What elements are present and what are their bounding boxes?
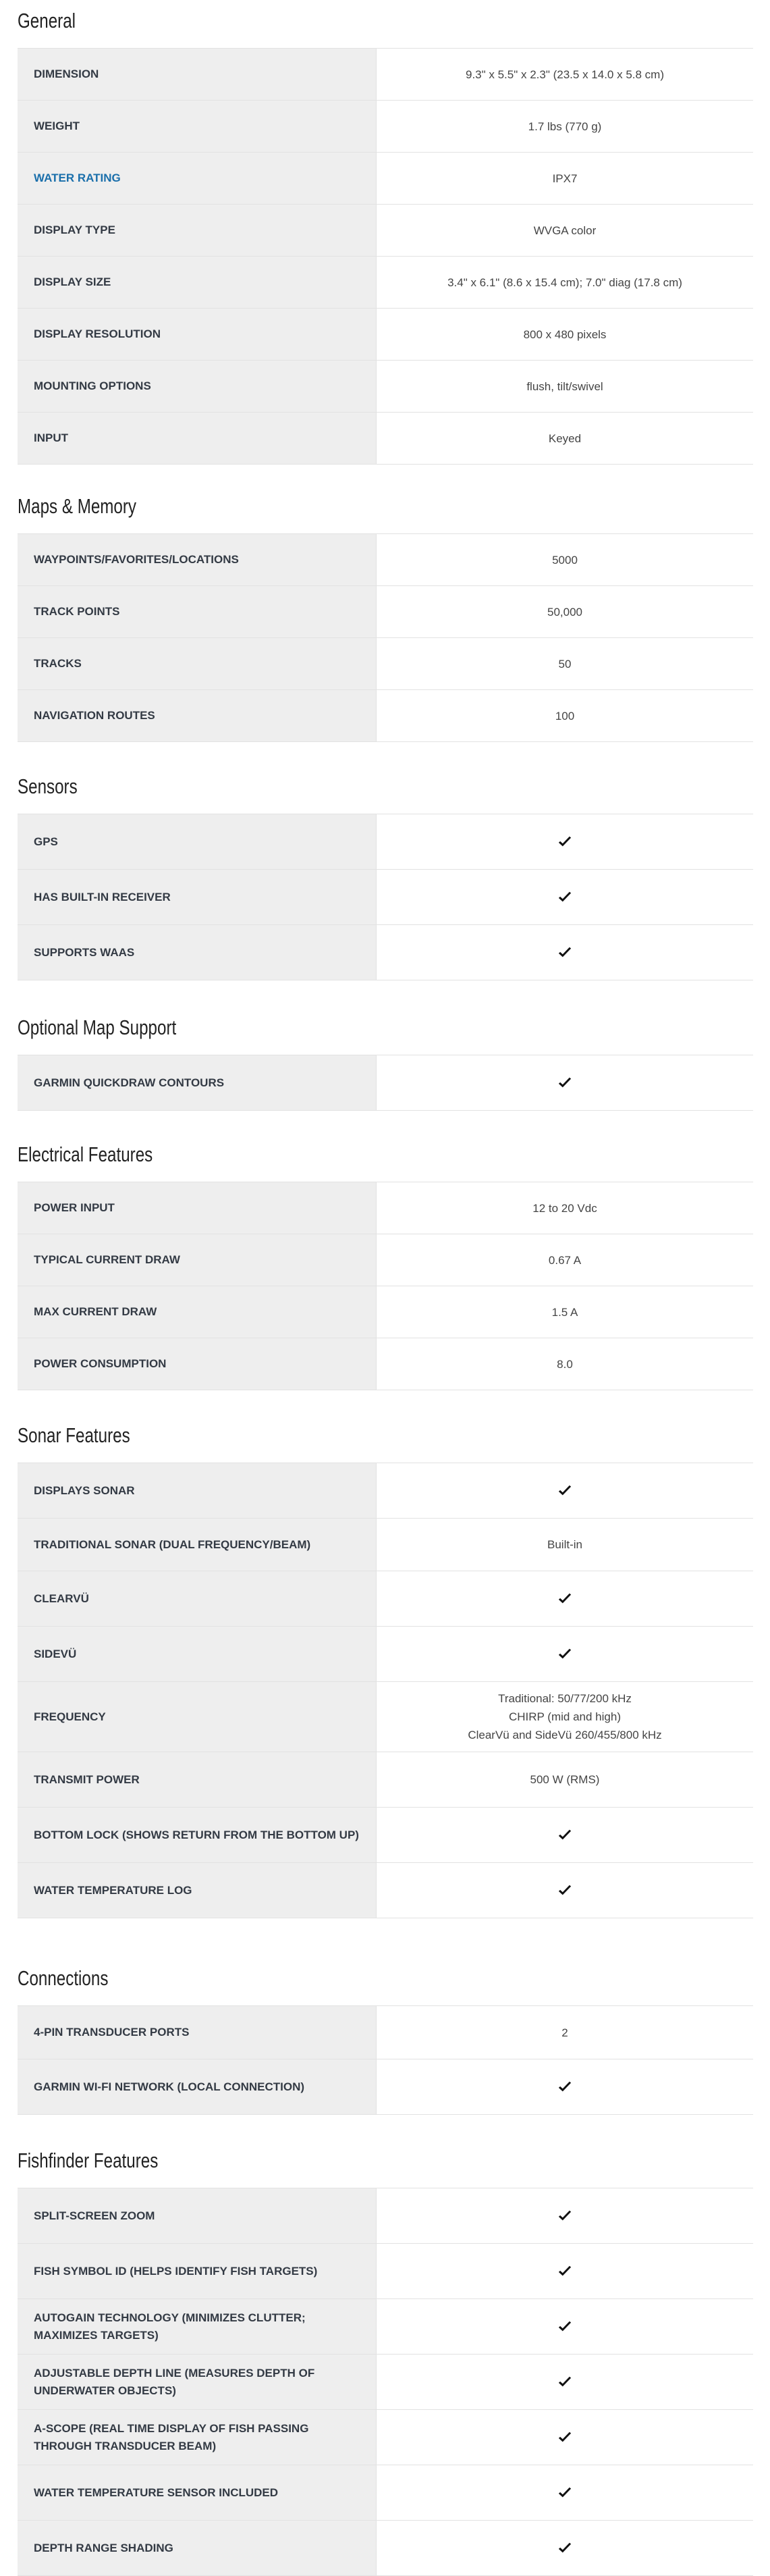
checkmark-icon bbox=[557, 891, 572, 904]
spec-value: IPX7 bbox=[377, 153, 753, 204]
spec-value bbox=[377, 1571, 753, 1626]
spec-label: DEPTH RANGE SHADING bbox=[18, 2521, 377, 2575]
section-title-electrical-features: Electrical Features bbox=[18, 1142, 153, 1166]
spec-table-connections bbox=[18, 2005, 753, 2115]
spec-label: DISPLAY SIZE bbox=[18, 257, 377, 308]
spec-label: ADJUSTABLE DEPTH LINE (MEASURES DEPTH OF UNDERWATER OBJECTS) bbox=[18, 2355, 377, 2409]
spec-row-dimension bbox=[18, 49, 753, 101]
spec-label: GARMIN WI-FI NETWORK (LOCAL CONNECTION) bbox=[18, 2059, 377, 2114]
spec-value bbox=[377, 2465, 753, 2520]
spec-value: 9.3" x 5.5" x 2.3" (23.5 x 14.0 x 5.8 cm) bbox=[377, 49, 753, 100]
spec-value: Keyed bbox=[377, 413, 753, 464]
spec-label: TRANSMIT POWER bbox=[18, 1752, 377, 1807]
spec-value: Built-in bbox=[377, 1519, 753, 1571]
spec-row-display-resolution bbox=[18, 309, 753, 361]
spec-value bbox=[377, 925, 753, 980]
spec-label: GARMIN QUICKDRAW CONTOURS bbox=[18, 1055, 377, 1110]
spec-row-max-current-draw bbox=[18, 1286, 753, 1338]
section-title-sonar-features: Sonar Features bbox=[18, 1423, 130, 1447]
checkmark-icon bbox=[557, 1076, 572, 1090]
section-title-maps-memory: Maps & Memory bbox=[18, 494, 137, 518]
checkmark-icon bbox=[557, 2542, 572, 2555]
spec-table-general bbox=[18, 48, 753, 465]
spec-label: HAS BUILT-IN RECEIVER bbox=[18, 870, 377, 924]
checkmark-icon bbox=[557, 2209, 572, 2223]
spec-label: DIMENSION bbox=[18, 49, 377, 100]
spec-label: GPS bbox=[18, 814, 377, 869]
spec-row-sidevu bbox=[18, 1627, 753, 1682]
spec-row-input bbox=[18, 413, 753, 465]
spec-row-water-rating bbox=[18, 153, 753, 205]
spec-label: TRACK POINTS bbox=[18, 586, 377, 637]
section-title-connections: Connections bbox=[18, 1966, 109, 1990]
spec-value bbox=[377, 1808, 753, 1862]
spec-row-power-consumption bbox=[18, 1338, 753, 1390]
spec-label: WEIGHT bbox=[18, 101, 377, 152]
spec-value: flush, tilt/swivel bbox=[377, 361, 753, 412]
spec-table-maps-memory bbox=[18, 533, 753, 742]
spec-label: SIDEVÜ bbox=[18, 1627, 377, 1681]
spec-row-split-screen-zoom bbox=[18, 2188, 753, 2244]
spec-value: 800 x 480 pixels bbox=[377, 309, 753, 360]
spec-table-electrical-features bbox=[18, 1182, 753, 1390]
spec-table-fishfinder-features bbox=[18, 2188, 753, 2576]
spec-value: 5000 bbox=[377, 534, 753, 585]
spec-value bbox=[377, 1055, 753, 1110]
spec-row-track-points bbox=[18, 586, 753, 638]
spec-row-fish-symbol-id-helps-identify-fish-targets bbox=[18, 2244, 753, 2299]
spec-label: NAVIGATION ROUTES bbox=[18, 690, 377, 741]
spec-value-line: Traditional: 50/77/200 kHz bbox=[498, 1692, 632, 1705]
spec-row-frequency bbox=[18, 1682, 753, 1752]
spec-value: 1.5 A bbox=[377, 1286, 753, 1338]
spec-table-sonar-features bbox=[18, 1463, 753, 1918]
spec-row-waypoints-favorites-locations bbox=[18, 534, 753, 586]
checkmark-icon bbox=[557, 2486, 572, 2500]
spec-value bbox=[377, 2355, 753, 2409]
spec-label: FREQUENCY bbox=[18, 1682, 377, 1752]
spec-label: POWER CONSUMPTION bbox=[18, 1338, 377, 1390]
spec-value bbox=[377, 2188, 753, 2243]
spec-label: BOTTOM LOCK (SHOWS RETURN FROM THE BOTTOM UP) bbox=[18, 1808, 377, 1862]
spec-row-water-temperature-log bbox=[18, 1863, 753, 1918]
spec-row-mounting-options bbox=[18, 361, 753, 413]
spec-row-supports-waas bbox=[18, 925, 753, 980]
spec-value bbox=[377, 2244, 753, 2298]
spec-value-line: ClearVü and SideVü 260/455/800 kHz bbox=[468, 1729, 662, 1741]
spec-row-traditional-sonar-dual-frequency-beam bbox=[18, 1519, 753, 1571]
spec-label: DISPLAY RESOLUTION bbox=[18, 309, 377, 360]
spec-value bbox=[377, 870, 753, 924]
spec-value bbox=[377, 2059, 753, 2114]
spec-row-navigation-routes bbox=[18, 690, 753, 742]
spec-table-sensors bbox=[18, 814, 753, 980]
spec-value: 100 bbox=[377, 690, 753, 741]
spec-value: 500 W (RMS) bbox=[377, 1752, 753, 1807]
spec-row-typical-current-draw bbox=[18, 1234, 753, 1286]
spec-label: SPLIT-SCREEN ZOOM bbox=[18, 2188, 377, 2243]
spec-value-line: CHIRP (mid and high) bbox=[509, 1710, 621, 1723]
spec-value bbox=[377, 1627, 753, 1681]
spec-value bbox=[377, 1682, 753, 1752]
spec-row-weight bbox=[18, 101, 753, 153]
spec-label: WATER TEMPERATURE SENSOR INCLUDED bbox=[18, 2465, 377, 2520]
spec-row-display-size bbox=[18, 257, 753, 309]
checkmark-icon bbox=[557, 2265, 572, 2278]
spec-value bbox=[377, 2410, 753, 2465]
spec-row-garmin-quickdraw-contours bbox=[18, 1055, 753, 1111]
checkmark-icon bbox=[557, 2080, 572, 2094]
spec-row-clearvu bbox=[18, 1571, 753, 1627]
spec-row-has-built-in-receiver bbox=[18, 870, 753, 925]
spec-label: MOUNTING OPTIONS bbox=[18, 361, 377, 412]
spec-row-bottom-lock-shows-return-from-the-bottom-up bbox=[18, 1808, 753, 1863]
spec-label: INPUT bbox=[18, 413, 377, 464]
spec-value: 50 bbox=[377, 638, 753, 689]
spec-label: A-SCOPE (REAL TIME DISPLAY OF FISH PASSING THROUGH TRANSDUCER BEAM) bbox=[18, 2410, 377, 2465]
spec-label[interactable]: WATER RATING bbox=[18, 153, 377, 204]
spec-label: DISPLAY TYPE bbox=[18, 205, 377, 256]
spec-value: 2 bbox=[377, 2006, 753, 2059]
spec-label: TRADITIONAL SONAR (DUAL FREQUENCY/BEAM) bbox=[18, 1519, 377, 1571]
spec-row-garmin-wi-fi-network-local-connection bbox=[18, 2059, 753, 2115]
spec-row-depth-range-shading bbox=[18, 2521, 753, 2576]
spec-label: POWER INPUT bbox=[18, 1182, 377, 1234]
section-title-optional-map-support: Optional Map Support bbox=[18, 1016, 177, 1039]
spec-label: 4-PIN TRANSDUCER PORTS bbox=[18, 2006, 377, 2059]
spec-row-tracks bbox=[18, 638, 753, 690]
spec-label: CLEARVÜ bbox=[18, 1571, 377, 1626]
section-title-fishfinder-features: Fishfinder Features bbox=[18, 2149, 159, 2172]
checkmark-icon bbox=[557, 2375, 572, 2389]
spec-value bbox=[377, 814, 753, 869]
spec-label: TRACKS bbox=[18, 638, 377, 689]
spec-label: FISH SYMBOL ID (HELPS IDENTIFY FISH TARGETS) bbox=[18, 2244, 377, 2298]
checkmark-icon bbox=[557, 1884, 572, 1897]
checkmark-icon bbox=[557, 2320, 572, 2334]
spec-value: WVGA color bbox=[377, 205, 753, 256]
spec-row-a-scope-real-time-display-of-fish-passing-through-transducer-beam bbox=[18, 2410, 753, 2465]
spec-value: 12 to 20 Vdc bbox=[377, 1182, 753, 1234]
checkmark-icon bbox=[557, 946, 572, 960]
spec-label: TYPICAL CURRENT DRAW bbox=[18, 1234, 377, 1286]
spec-row-water-temperature-sensor-included bbox=[18, 2465, 753, 2521]
checkmark-icon bbox=[557, 1592, 572, 1606]
checkmark-icon bbox=[557, 1648, 572, 1661]
spec-value bbox=[377, 2521, 753, 2575]
checkmark-icon bbox=[557, 835, 572, 849]
spec-label: AUTOGAIN TECHNOLOGY (MINIMIZES CLUTTER; MAXIMIZES TARGETS) bbox=[18, 2299, 377, 2354]
spec-label: WATER TEMPERATURE LOG bbox=[18, 1863, 377, 1918]
spec-table-optional-map-support bbox=[18, 1055, 753, 1111]
spec-value bbox=[377, 1463, 753, 1518]
spec-row-displays-sonar bbox=[18, 1463, 753, 1519]
spec-label: DISPLAYS SONAR bbox=[18, 1463, 377, 1518]
checkmark-icon bbox=[557, 1484, 572, 1498]
spec-value: 8.0 bbox=[377, 1338, 753, 1390]
spec-value: 0.67 A bbox=[377, 1234, 753, 1286]
spec-row-power-input bbox=[18, 1182, 753, 1234]
spec-label: WAYPOINTS/FAVORITES/LOCATIONS bbox=[18, 534, 377, 585]
spec-value: 3.4" x 6.1" (8.6 x 15.4 cm); 7.0" diag (17.8 cm) bbox=[377, 257, 753, 308]
spec-value bbox=[377, 1863, 753, 1918]
spec-row-autogain-technology-minimizes-clutter-maximizes-targets bbox=[18, 2299, 753, 2355]
spec-row-display-type bbox=[18, 205, 753, 257]
spec-row-transmit-power bbox=[18, 1752, 753, 1808]
checkmark-icon bbox=[557, 1829, 572, 1842]
section-title-general: General bbox=[18, 9, 76, 32]
spec-value: 1.7 lbs (770 g) bbox=[377, 101, 753, 152]
checkmark-icon bbox=[557, 2431, 572, 2444]
spec-row-4-pin-transducer-ports bbox=[18, 2006, 753, 2059]
spec-label: MAX CURRENT DRAW bbox=[18, 1286, 377, 1338]
spec-row-adjustable-depth-line-measures-depth-of-underwater-objects bbox=[18, 2355, 753, 2410]
spec-value: 50,000 bbox=[377, 586, 753, 637]
spec-label: SUPPORTS WAAS bbox=[18, 925, 377, 980]
spec-value bbox=[377, 2299, 753, 2354]
spec-row-gps bbox=[18, 814, 753, 870]
section-title-sensors: Sensors bbox=[18, 774, 78, 798]
